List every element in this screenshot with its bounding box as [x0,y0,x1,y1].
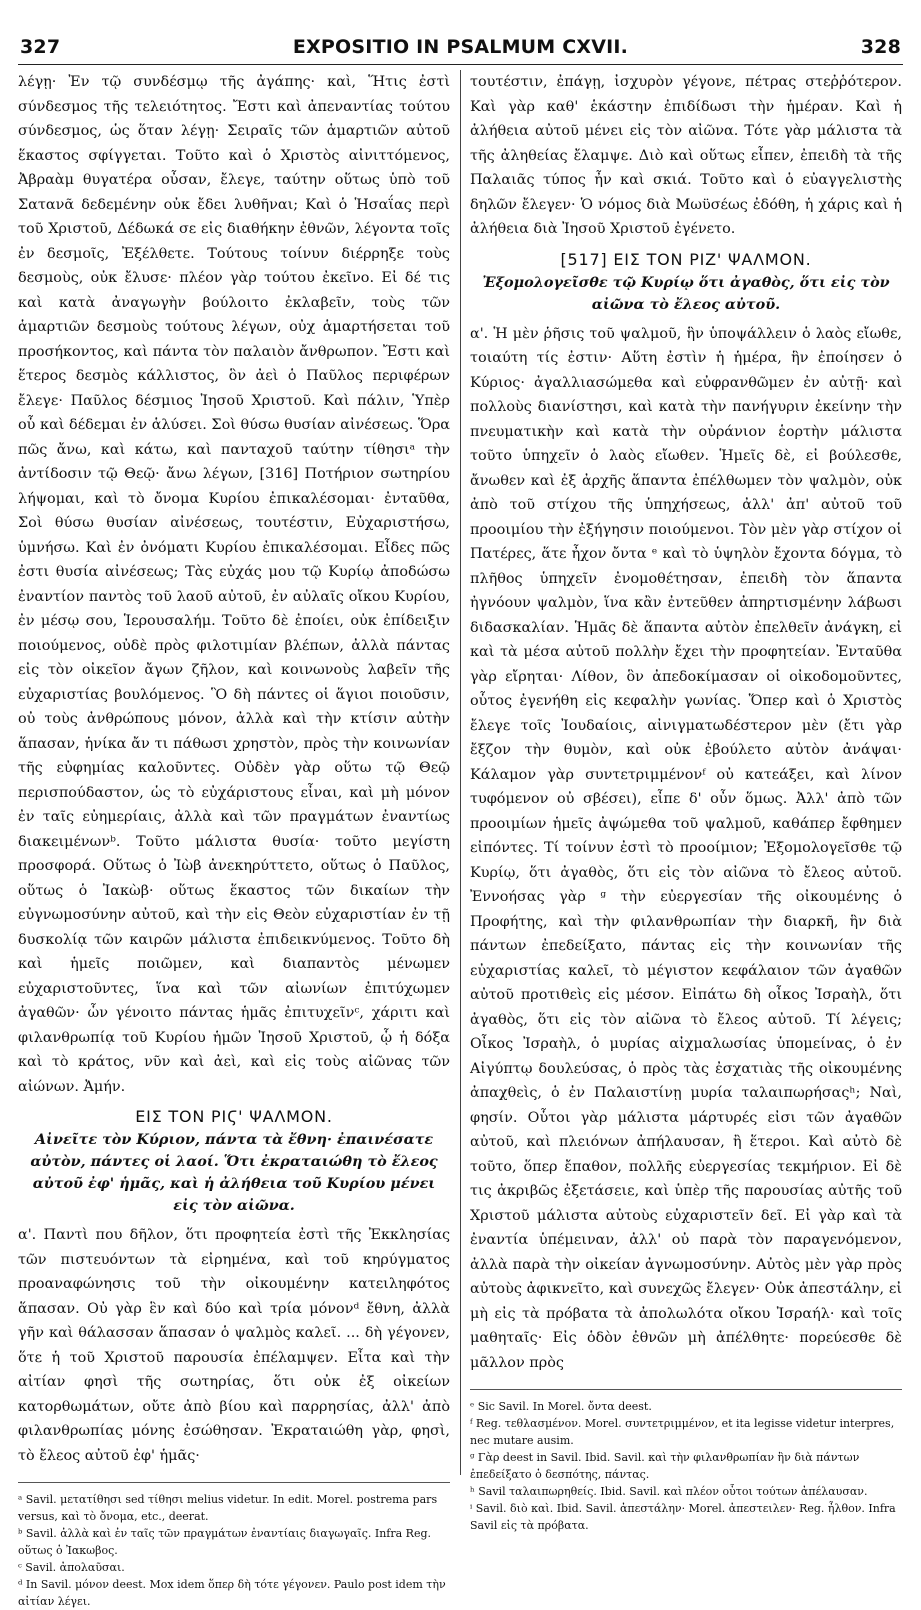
right-column [470,70,902,1534]
footnote-f: ᶠ Reg. τεθλασμένον. Morel. συντετριμμένον, et ita legisse videtur interpres, nec mutare ausim. [470,1417,895,1447]
left-column [18,70,450,1610]
footnote-d: ᵈ In Savil. μόνον deest. Mox idem ὅπερ δὴ τότε γέγονεν. Paulo post idem τὴν αἰτίαν λέγει. [18,1578,446,1608]
right-paragraph-1: τουτέστιν, ἐπάγῃ, ἰσχυρὸν γέγονε, πέτρας στεῤῥότερον. Καὶ γὰρ καθ' ἑκάστην ἐπιδίδωσι τὴν ἡμέραν. Καὶ ἡ ἀλήθεια αὐτοῦ μένει εἰς τὸν αἰῶνα. Τότε γὰρ μάλιστα τὰ τῆς ἀληθείας ἔλαμψε. Διὸ καὶ οὕτως εἶπεν, ἐπειδὴ τὰ τῆς Παλαιᾶς τύπος ἦν καὶ σκιά. Τοῦτο καὶ ὁ εὐαγγελιστὴς δηλῶν ἔλεγεν· Ὁ νόμος διὰ Μωϋσέως ἐδόθη, ἡ χάρις καὶ ἡ ἀλήθεια διὰ Ἰησοῦ Χριστοῦ ἐγένετο. [470,74,902,237]
footnote-b: ᵇ Savil. ἀλλὰ καὶ ἐν ταῖς τῶν πραγμάτων ἐναντίαις διαγωγαῖς. Infra Reg. οὕτως ὁ Ἰακωβος. [18,1527,431,1557]
psalm-117-heading: [517] ΕΙΣ ΤΟΝ ΡΙΖ' ΨΑΛΜΟΝ. [560,249,812,269]
left-page-number: 327 [20,36,61,58]
column-divider [460,70,461,1475]
psalm-116-heading: ΕΙΣ ΤΟΝ ΡΙϚ' ΨΑΛΜΟΝ. [135,1107,333,1126]
psalm-116-verse: Αἰνεῖτε τὸν Κύριον, πάντα τὰ ἔθνη· ἐπαινέσατε αὐτὸν, πάντες οἱ λαοί. Ὅτι ἐκραταιώθη τὸ ἔλεος αὐτοῦ ἐφ' ἡμᾶς, καὶ ἡ ἀλήθεια τοῦ Κυρίου μένει εἰς τὸν αἰῶνα. [30,1131,438,1214]
footnote-h: ʰ Savil ταλαιπωρηθείς. Ibid. Savil. καὶ πλέον οὗτοι τούτων ἀπέλαυσαν. [470,1485,868,1498]
psalm-117-verse: Ἐξομολογεῖσθε τῷ Κυρίῳ ὅτι ἀγαθὸς, ὅτι εἰς τὸν αἰῶνα τὸ ἔλεος αὐτοῦ. [482,273,890,313]
footnote-e: ᵉ Sic Savil. In Morel. ὄντα deest. [470,1400,652,1413]
footnote-g: ᵍ Γὰρ deest in Savil. Ibid. Savil. καὶ τὴν φιλανθρωπίαν ἣν διὰ πάντων ἐπεδείξατο ὁ δεσπότης, πάντας. [470,1451,860,1481]
right-footnotes [470,1389,902,1534]
left-paragraph-2: α'. Παντὶ που δῆλον, ὅτι προφητεία ἐστὶ τῆς Ἐκκλησίας τῶν πιστευόντων τὰ εἰρημένα, καὶ τοῦ κηρύγματος προαναφώνησις τοῦ τὴν οἰκουμένην κατειληφότος ἅπασαν. Οὐ γὰρ ἓν καὶ δύο καὶ τρία μόνονᵈ ἔθνη, ἀλλὰ γῆν καὶ θάλασσαν ἅπασαν ὁ ψαλμὸς καλεῖ. ... δὴ γέγονεν, ὅτε ἡ τοῦ Χριστοῦ παρουσία ἐπέλαμψεν. Εἶτα καὶ τὴν αἰτίαν φησὶ τῆς σωτηρίας, ὅτι οὐκ ἐξ οἰκείων κατορθωμάτων, οὔτε ἀπὸ βίου καὶ παρρησίας, ἀλλ' ἀπὸ φιλανθρωπίας μόνης ἐσώθησαν. Ἐκραταιώθη γὰρ, φησὶ, τὸ ἔλεος αὐτοῦ ἐφ' ἡμᾶς· [18,1227,450,1464]
footnote-a: ᵃ Savil. μετατίθησι sed τίθησι melius videtur. In edit. Morel. postrema pars versus, καὶ τὸ ὄνομα, etc., deerat. [18,1493,438,1523]
right-paragraph-2: α'. Ἡ μὲν ῥῆσις τοῦ ψαλμοῦ, ἣν ὑποψάλλειν ὁ λαὸς εἴωθε, τοιαύτη τίς ἐστιν· Αὕτη ἐστὶν ἡ ἡμέρα, ἣν ἐποίησεν ὁ Κύριος· ἀγαλλιασώμεθα καὶ εὐφρανθῶμεν ἐν αὐτῇ· καὶ πολλοὺς διανίστησι, καὶ κατὰ τὴν πανήγυριν ἐκείνην τὴν πνευματικὴν καὶ κατὰ τὴν οὐράνιον ἑορτὴν μάλιστα τοῦτο ὑπηχεῖν ὁ λαὸς εἴωθεν. Ἡμεῖς δὲ, εἰ βούλεσθε, ἄνωθεν καὶ ἐξ ἀρχῆς ἅπαντα ἐπέλθωμεν τὸν ψαλμὸν, οὐκ ἀπὸ τοῦ στίχου τῆς ὑπηχήσεως, ἀλλ' ἀπ' αὐτοῦ τοῦ προοιμίου τὴν ἐξήγησιν ποιούμενοι. Τὸν μὲν γὰρ στίχον οἱ Πατέρες, ἅτε ἦχον ὄντα ᵉ καὶ τὸ ὑψηλὸν ἔχοντα δόγμα, τὸ πλῆθος ὑπηχεῖν ἐνομοθέτησαν, ἐπειδὴ τὸν ἅπαντα ἠγνόουν ψαλμὸν, ἵνα κἂν ἐντεῦθεν ἀπηρτισμένην λάβωσι διδασκαλίαν. Ἡμᾶς δὲ ἅπαντα αὐτὸν ἐπελθεῖν ἀνάγκη, εἰ καὶ τὰ μέσα αὐτοῦ πολλὴν ἔχει τὴν προφητείαν. Ἐνταῦθα γὰρ εἴρηται· Λίθον, ὃν ἀπεδοκίμασαν οἱ οἰκοδομοῦντες, οὗτος ἐγενήθη εἰς κεφαλὴν γωνίας. Ὅπερ καὶ ὁ Χριστὸς ἔλεγε τοῖς Ἰουδαίοις, αἰνιγματωδέστερον μὲν (ἔτι γὰρ ἔξζον τὴν θυμὸν, καὶ οὐκ ἐβούλετο αὐτὸν ἀνάψαι· Κάλαμον γὰρ συντετριμμένονᶠ οὐ κατεάξει, καὶ λίνον τυφόμενον οὐ σβέσει), εἶπε δ' οὖν ὅμως. Ἀλλ' ἀπὸ τῶν προοιμίων ἡμεῖς ἀψώμεθα τοῦ ψαλμοῦ, καθάπερ ἔφθημεν εἰπόντες. Τί τοίνυν ἐστὶ τὸ προοίμιον; Ἐξομολογεῖσθε τῷ Κυρίῳ, ὅτι ἀγαθὸς, ὅτι εἰς τὸν αἰῶνα τὸ ἔλεος αὐτοῦ. Ἐννοήσας γὰρ ᵍ τὴν εὐεργεσίαν τῆς οἰκουμένης ὁ Προφήτης, καὶ τὴν φιλανθρωπίαν τὴν διαρκῆ, ἣν διὰ πάντων ἐπεδείξατο, πάντας εἰς τὴν κοινωνίαν τῆς εὐχαριστίας καλεῖ, τὸ μέγιστον κεφάλαιον τῶν ἀγαθῶν αὐτοῦ προτιθεὶς εἰς μέσον. Εἰπάτω δὴ οἶκος Ἰσραὴλ, ὅτι ἀγαθὸς, ὅτι εἰς τὸν αἰῶνα τὸ ἔλεος αὐτοῦ. Τί λέγεις; Οἶκος Ἰσραὴλ, ὁ μυρίας αἰχμαλωσίας ὑπομείνας, ὁ ἐν Αἰγύπτῳ δουλεύσας, ὁ πρὸς τὰς ἐσχατιὰς τῆς οἰκουμένης ἀπαχθεὶς, ὁ ἐν Παλαιστίνῃ μυρία ταλαιπωρήσαςʰ; Ναὶ, φησίν. Οὗτοι γὰρ μάλιστα μάρτυρές εἰσι τῶν ἀγαθῶν αὐτοῦ, καὶ πλειόνων ἀπήλαυσαν, ἢ ἕτεροι. Καὶ αὐτὸ δὲ τοῦτο, ὅπερ ἔπαθον, πολλῆς εὐεργεσίας τεκμήριον. Εἰ δὲ τις ἀκριβῶς ἐξετάσειε, καὶ ὑπὲρ τῆς παρουσίας αὐτῆς τοῦ Χριστοῦ μάλιστα αὐτοὺς εὐχαριστεῖν δεῖ. Εἰ γὰρ καὶ τὰ ἐναντία ὑπέμειναν, ἀλλ' οὐ παρὰ τὸν παραγενόμενον, ἀλλὰ παρὰ τὴν οἰκείαν ἀγνωμοσύνην. Αὐτὸς μὲν γὰρ πρὸς αὐτοὺς ἀφικνεῖτο, καὶ συνεχῶς ἔλεγεν· Οὐκ ἀπεστάλην, εἰ μὴ εἰς τὰ πρόβατα τὰ ἀπολωλότα οἴκου Ἰσραήλ· καὶ τοῖς μαθηταῖς· Εἰς ὁδὸν ἐθνῶν μὴ ἀπέλθητε· πορεύεσθε δὲ μᾶλλον πρὸς [470,325,902,1371]
left-footnotes [18,1482,450,1610]
running-title: EXPOSITIO IN PSALMUM CXVII. [292,36,629,58]
footnote-i: ⁱ Savil. διὸ καὶ. Ibid. Savil. ἀπεστάλην· Morel. ἀπεστειλεν· Reg. ἦλθον. Infra Savil εἰς τὰ πρόβατα. [470,1502,896,1532]
left-paragraph-1: λέγῃ· Ἐν τῷ συνδέσμῳ τῆς ἀγάπης· καὶ, Ἥτις ἐστὶ σύνδεσμος τῆς τελειότητος. Ἔστι καὶ ἀπεναντίας τούτου σύνδεσμος, ὡς ὅταν λέγῃ· Σειραῖς τῶν ἁμαρτιῶν αὐτοῦ ἕκαστος σφίγγεται. Τοῦτο καὶ ὁ Χριστὸς αἰνιττόμενος, Ἀβραὰμ θυγατέρα οὖσαν, ἔλεγε, ταύτην οὕτως ὑπὸ τοῦ Σατανᾶ δεδεμένην οὐκ ἔδει λυθῆναι; Καὶ ὁ Ἡσαΐας περὶ τοῦ Χριστοῦ, Δέδωκά σε εἰς διαθήκην ἐθνῶν, λέγοντα τοῖς ἐν δεσμοῖς, Ἐξέλθετε. Τούτους τοίνυν διέρρηξε τοὺς δεσμοὺς, οὐκ ἔλυσε· πλέον γὰρ τούτου ἐκεῖνο. Εἰ δέ τις καὶ κατὰ ἀναγωγὴν βούλοιτο ἐκλαβεῖν, τοὺς τῶν ἁμαρτιῶν δεσμοὺς τούτους λέγων, οὐχ ἁμαρτήσεται τοῦ προσήκοντος, καὶ πάντα τὸν παλαιὸν ἄνθρωπον. Ἔστι καὶ ἕτερος δεσμὸς κάλλιστος, ὃν ἀεὶ ὁ Παῦλος περιφέρων ἔλεγε· Παῦλος δέσμιος Ἰησοῦ Χριστοῦ. Καὶ πάλιν, Ὑπὲρ οὗ καὶ δέδεμαι ἐν ἁλύσει. Σοὶ θύσω θυσίαν αἰνέσεως. Ὅρα πῶς ἄνω, καὶ κάτω, καὶ πανταχοῦ ταύτην τίθησιᵃ τὴν ἀντίδοσιν τῷ Θεῷ· ἄνω λέγων, [316] Ποτήριον σωτηρίου λήψομαι, καὶ τὸ ὄνομα Κυρίου ἐπικαλέσομαι· ἐνταῦθα, Σοὶ θύσω θυσίαν αἰνέσεως, τουτέστιν, Εὐχαριστήσω, ὑμνήσω. Καὶ ἐν ὀνόματι Κυρίου ἐπικαλέσομαι. Εἶδες πῶς ἐστι θυσία αἰνέσεως; Τὰς εὐχάς μου τῷ Κυρίῳ ἀποδώσω ἐναντίον παντὸς τοῦ λαοῦ αὐτοῦ, ἐν αὐλαῖς οἴκου Κυρίου, ἐν μέσῳ σου, Ἱερουσαλήμ. Τοῦτο δὲ ἐποίει, οὐκ ἐπίδειξιν ποιούμενος, οὐδὲ πρὸς φιλοτιμίαν βλέπων, ἀλλὰ πάντας εἰς τὸν οἰκεῖον ἄγων ζῆλον, καὶ κοινωνοὺς λαβεῖν τῆς εὐχαριστίας βουλόμενος. Ὃ δὴ πάντες οἱ ἅγιοι ποιοῦσιν, οὐ τοὺς ἀνθρώπους μόνον, ἀλλὰ καὶ τὴν κτίσιν αὐτὴν ἅπασαν, ἡνίκα ἄν τι πάθωσι χρηστὸν, πρὸς τὴν κοινωνίαν τῆς εὐφημίας καλοῦντες. Οὐδὲν γὰρ οὕτω τῷ Θεῷ περισπούδαστον, ὡς τὸ εὐχάριστους εἶναι, καὶ μὴ μόνον ἐν ταῖς εὐημερίαις, ἀλλὰ καὶ τῶν πραγμάτων ἐναντίως διακειμένωνᵇ. Τοῦτο μάλιστα θυσία· τοῦτο μεγίστη προσφορά. Οὕτως ὁ Ἰὼβ ἀνεκηρύττετο, οὕτως ὁ Παῦλος, οὕτως ὁ Ἰακὼβ· οὕτως ἕκαστος τῶν δικαίων τὴν εὐγνωμοσύνην αὐτοῦ, καὶ τὴν εἰς Θεὸν εὐχαριστίαν ἐν τῇ δυσκολίᾳ τῶν καιρῶν μάλιστα ἐπιδεικνύμενος. Τοῦτο δὴ καὶ ἡμεῖς ποιῶμεν, καὶ διαπαντὸς μένωμεν εὐχαριστοῦντες, ἵνα καὶ τῶν αἰωνίων ἐπιτύχωμεν ἀγαθῶν· ὧν γένοιτο πάντας ἡμᾶς ἐπιτυχεῖνᶜ, χάριτι καὶ φιλανθρωπίᾳ τοῦ Κυρίου ἡμῶν Ἰησοῦ Χριστοῦ, ᾧ ἡ δόξα καὶ τὸ κράτος, νῦν καὶ ἀεὶ, καὶ εἰς τοὺς αἰῶνας τῶν αἰώνων. Ἀμήν. [18,74,450,1095]
footnote-c: ᶜ Savil. ἀπολαῦσαι. [18,1561,125,1574]
right-page-number: 328 [860,36,901,58]
running-header [18,34,903,65]
